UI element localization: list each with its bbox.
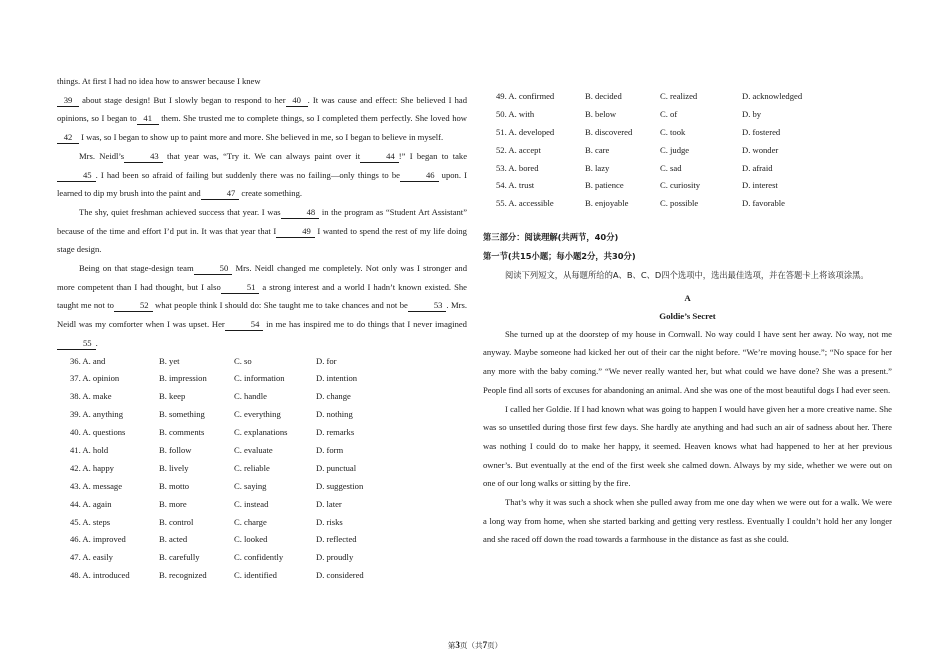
option-row (57, 353, 467, 371)
option-a: 42. A. happy (70, 462, 114, 473)
option-d: D. suggestion (316, 480, 364, 491)
p4-text: Mrs. Neidl changed me completely. Not only was I stronger and more competent than I had thought, but I also (57, 263, 467, 292)
option-c: C. everything (234, 409, 281, 420)
blank-49: 49 (276, 226, 315, 238)
option-a: 40. A. questions (70, 427, 126, 438)
paragraph-1 (57, 72, 467, 147)
blank-46: 46 (400, 170, 439, 182)
footer-total-pages: 7 (482, 640, 488, 650)
option-d: D. change (316, 391, 351, 402)
footer-page-number: 3 (455, 640, 460, 650)
option-row (57, 514, 467, 532)
option-c: C. reliable (234, 462, 270, 473)
option-c: C. evaluate (234, 445, 273, 455)
option-a: 51. A. developed (496, 126, 555, 137)
option-a: 49. A. confirmed (496, 91, 555, 101)
option-c: C. curiosity (660, 180, 701, 191)
option-a: 50. A. with (496, 108, 535, 119)
footer-post: 页） (487, 641, 503, 650)
p1-intro: things. At first I had no idea how to answer because I knew (57, 76, 261, 86)
passage-letter: A (684, 292, 691, 303)
passage-title: Goldie’s Secret (659, 310, 716, 321)
p4-text: a strong interest and a world I hadn’t known existed. She taught me not to (57, 281, 467, 311)
p4-text: . (95, 337, 98, 348)
blank-55: 55 (57, 338, 96, 350)
option-d: D. form (316, 445, 344, 455)
reading-paragraph-1: She turned up at the doorstep of my house in Cornwall. No way could I have sent her away. No way, not me anyway. Maybe someone had kicked her out of their car the night before. “We’re moving house.”; “No space for her any more with the baby coming.” “We never really wanted her, but what could we have done? She was a present.” People find all sorts of excuses for abandoning an animal. And she was one of the most beautiful dogs I had ever seen. (483, 328, 892, 395)
option-a: 45. A. steps (70, 516, 111, 527)
blank-53: 53 (408, 300, 447, 312)
option-a: 53. A. bored (496, 162, 539, 173)
option-row (57, 406, 467, 424)
option-c: C. so (234, 355, 252, 366)
p3-start: The shy, quiet freshman achieved success that year. I was (79, 206, 281, 217)
reading-paragraph-2: I called her Goldie. If I had known what was going to happen I would have given her a more creative name. She was so unsettled during those first few days. She hardly ate anything and had such an air of sadness about her. There was nothing I could do to make her happy, it seemed. Heaven knows what had happened to her at her previous owner’s. But eventually at the end of the first week she calmed down. Always by my side, whether we were out on one of our long walks or sitting by the fire. (483, 403, 892, 489)
p4-text: in me has inspired me to do things that I never imagined (263, 319, 467, 330)
option-b: B. patience (585, 180, 624, 191)
blank-44: 44 (360, 151, 399, 163)
option-d: D. favorable (742, 198, 785, 209)
blank-43: 43 (124, 151, 163, 163)
option-row (57, 442, 467, 460)
option-b: B. yet (159, 355, 180, 366)
option-b: B. impression (159, 373, 207, 384)
option-b: B. motto (159, 480, 190, 491)
option-b: B. follow (159, 445, 192, 455)
option-d: D. intention (316, 373, 358, 384)
p1-text: I was, so I began to show up to paint more and more. She believed in me, so I began to believe in myself. (79, 132, 444, 143)
option-row (483, 195, 892, 213)
blank-54: 54 (225, 319, 264, 331)
option-row (57, 460, 467, 478)
option-c: C. of (660, 108, 678, 119)
section1-heading: 第一节(共15小题；每小题2分，共30分) (483, 251, 636, 262)
option-c: C. looked (234, 534, 268, 545)
blank-42: 42 (57, 132, 79, 144)
p2-text: that year was, “Try it. We can always paint over it (162, 150, 361, 161)
option-b: B. lively (159, 462, 189, 473)
p2-text: . I had been so afraid of failing but suddenly there was no failing—only things to be (95, 169, 400, 180)
paragraph-2 (57, 147, 467, 203)
option-a: 47. A. easily (70, 552, 113, 563)
option-d: D. interest (742, 180, 778, 191)
option-b: B. carefully (159, 552, 200, 563)
blank-45: 45 (57, 170, 96, 182)
option-b: B. below (585, 108, 617, 119)
option-a: 36. A. and (70, 355, 106, 366)
blank-51: 51 (221, 282, 260, 294)
option-d: D. risks (316, 516, 343, 527)
option-d: D. acknowledged (742, 91, 803, 101)
option-c: C. information (234, 373, 285, 384)
blank-50: 50 (194, 263, 233, 275)
option-d: D. nothing (316, 409, 353, 420)
option-row (483, 88, 892, 106)
p4-start: Being on that stage-design team (79, 263, 194, 274)
p3-text: in the program as “Student Art Assistant” because of the time and effort I’d put in. It was that year that I (57, 206, 468, 236)
option-c: C. possible (660, 198, 699, 209)
option-b: B. decided (585, 91, 622, 101)
instruction-text: 阅读下列短文，从每题所给的A、B、C、D四个选项中，选出最佳选项，并在答题卡上将该项涂黑。 (505, 270, 869, 281)
option-d: D. punctual (316, 462, 357, 473)
option-row (483, 177, 892, 195)
option-c: C. identified (234, 570, 277, 581)
option-row (483, 142, 892, 160)
option-c: C. explanations (234, 427, 288, 438)
option-row (57, 424, 467, 442)
right-column (483, 0, 892, 549)
option-b: B. lazy (585, 162, 610, 173)
p4-text: . Mrs. Neidl was my comforter when I was upset. Her (57, 300, 467, 330)
option-b: B. keep (159, 391, 186, 402)
option-row (57, 478, 467, 496)
option-b: B. acted (159, 534, 188, 545)
option-row (483, 106, 892, 124)
footer-mid: 页（共 (459, 641, 483, 650)
p2-text: upon. I learned to dip my brush into the paint and (57, 169, 467, 199)
p2-text: create something. (239, 188, 303, 199)
option-d: D. reflected (316, 534, 357, 545)
option-c: C. confidently (234, 552, 284, 563)
option-b: B. discovered (585, 126, 633, 137)
page-footer (0, 640, 950, 651)
option-c: C. saying (234, 480, 267, 491)
part3-heading: 第三部分：阅读理解(共两节，40分) (483, 232, 619, 243)
option-a: 46. A. improved (70, 534, 126, 545)
blank-52: 52 (114, 300, 153, 312)
option-row (57, 370, 467, 388)
option-b: B. recognized (159, 570, 207, 581)
option-d: D. afraid (742, 162, 773, 173)
option-c: C. instead (234, 498, 269, 509)
blank-48: 48 (281, 207, 320, 219)
p4-text: what people think I should do: She taught me to take chances and not be (152, 300, 408, 311)
option-b: B. enjoyable (585, 198, 629, 209)
option-d: D. proudly (316, 552, 354, 563)
p1-text: them. She trusted me to complete things, so I completed them perfectly. She loved how (158, 113, 467, 124)
option-a: 41. A. hold (70, 445, 109, 455)
blank-41: 41 (137, 113, 159, 125)
option-c: C. handle (234, 391, 267, 402)
option-d: D. later (316, 498, 342, 509)
option-d: D. remarks (316, 427, 355, 438)
option-d: D. fostered (742, 126, 781, 137)
option-row (57, 549, 467, 567)
option-a: 43. A. message (70, 480, 123, 491)
p3-text: I wanted to spend the rest of my life doing stage design. (57, 225, 467, 255)
options-list-right (483, 88, 892, 213)
option-b: B. comments (159, 427, 205, 438)
options-list-left (57, 353, 467, 586)
option-a: 44. A. again (70, 498, 112, 509)
p1-text: about stage design! But I slowly began to respond to her (79, 94, 286, 105)
left-column (57, 0, 467, 585)
option-b: B. more (159, 498, 187, 509)
footer-pre: 第 (447, 641, 456, 650)
option-row (57, 567, 467, 585)
option-a: 48. A. introduced (70, 570, 130, 581)
reading-paragraph-3: That’s why it was such a shock when she pulled away from me one day when we were out for a walk. We were a long way from home, when she started barking and getting very restless. Eventually I couldn’t hold her any longer and she raced off down the road towards a farmhouse in the distance as fast as she could. (483, 497, 892, 545)
option-a: 52. A. accept (496, 144, 541, 155)
option-b: B. control (159, 516, 194, 527)
option-c: C. sad (660, 162, 682, 173)
blank-40: 40 (286, 95, 308, 107)
option-a: 38. A. make (70, 391, 112, 402)
blank-47: 47 (201, 188, 240, 200)
option-d: D. considered (316, 570, 364, 581)
option-row (483, 160, 892, 178)
p2-start: Mrs. Neidl’s (79, 150, 125, 161)
option-row (57, 388, 467, 406)
option-c: C. took (660, 126, 686, 137)
option-a: 37. A. opinion (70, 373, 120, 384)
option-b: B. care (585, 144, 610, 155)
option-c: C. charge (234, 516, 267, 527)
option-d: D. wonder (742, 144, 779, 155)
blank-39: 39 (57, 95, 79, 107)
option-row (483, 124, 892, 142)
option-a: 55. A. accessible (496, 198, 554, 209)
option-c: C. realized (660, 91, 698, 101)
option-c: C. judge (660, 144, 690, 155)
option-d: D. for (316, 355, 337, 366)
p1-text: . It was cause and effect: She believed I had opinions, so I began to (57, 94, 467, 124)
option-a: 54. A. trust (496, 180, 535, 191)
option-row (57, 496, 467, 514)
option-a: 39. A. anything (70, 409, 123, 420)
paragraph-3 (57, 203, 467, 259)
option-b: B. something (159, 409, 205, 420)
option-d: D. by (742, 108, 762, 119)
option-row (57, 531, 467, 549)
paragraph-4 (57, 259, 467, 353)
p2-text: !” I began to take (398, 150, 468, 161)
